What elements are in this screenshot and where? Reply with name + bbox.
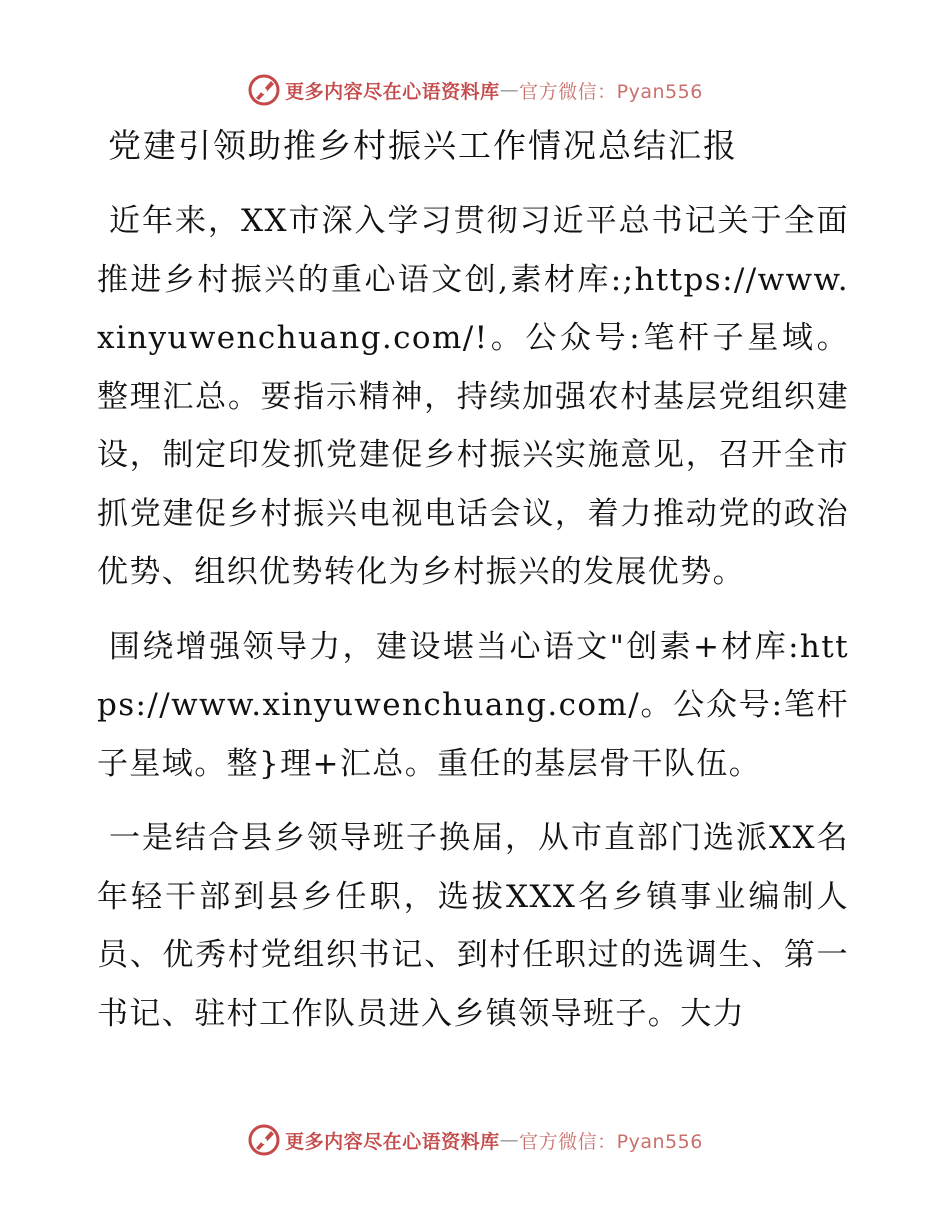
watermark-wechat-text: 官方微信：Pyan556 — [519, 1130, 703, 1153]
body-paragraph: 一是结合县乡领导班子换届，从市直部门选派XX名年轻干部到县乡任职，选拔XXX名乡镇事业编制人员、优秀村党组织书记、到村任职过的选调生、第一书记、驻村工作队员进入乡镇领导班子。大力 — [97, 820, 849, 1032]
watermark-separator: — — [499, 79, 520, 101]
document-title: 党建引领助推乡村振兴工作情况总结汇报 — [108, 126, 738, 165]
document-body — [97, 192, 849, 1059]
watermark-wechat-text: 官方微信：Pyan556 — [519, 80, 703, 103]
body-paragraph: 围绕增强领导力，建设堪当心语文"创素+材库:https://www.xinyuwenchuang.com/。公众号:笔杆子星域。整}理+汇总。重任的基层骨干队伍。 — [97, 628, 849, 782]
watermark-separator: — — [499, 1129, 520, 1151]
quill-logo-icon — [247, 73, 281, 107]
watermark-main-text: 更多内容尽在心语资料库 — [285, 80, 500, 103]
watermark-header — [0, 70, 950, 110]
quill-logo-icon — [247, 1123, 281, 1157]
body-paragraph: 近年来，XX市深入学习贯彻习近平总书记关于全面推进乡村振兴的重心语文创,素材库:;https://www.xinyuwenchuang.com/!。公众号:笔杆子星域。整理汇总。要指示精神，持续加强农村基层党组织建设，制定印发抓党建促乡村振兴实施意见，召开全市抓党建促乡村振兴电视电话会议，着力推动党的政治优势、组织优势转化为乡村振兴的发展优势。 — [97, 203, 849, 590]
watermark-footer — [0, 1120, 950, 1160]
watermark-main-text: 更多内容尽在心语资料库 — [285, 1130, 500, 1153]
